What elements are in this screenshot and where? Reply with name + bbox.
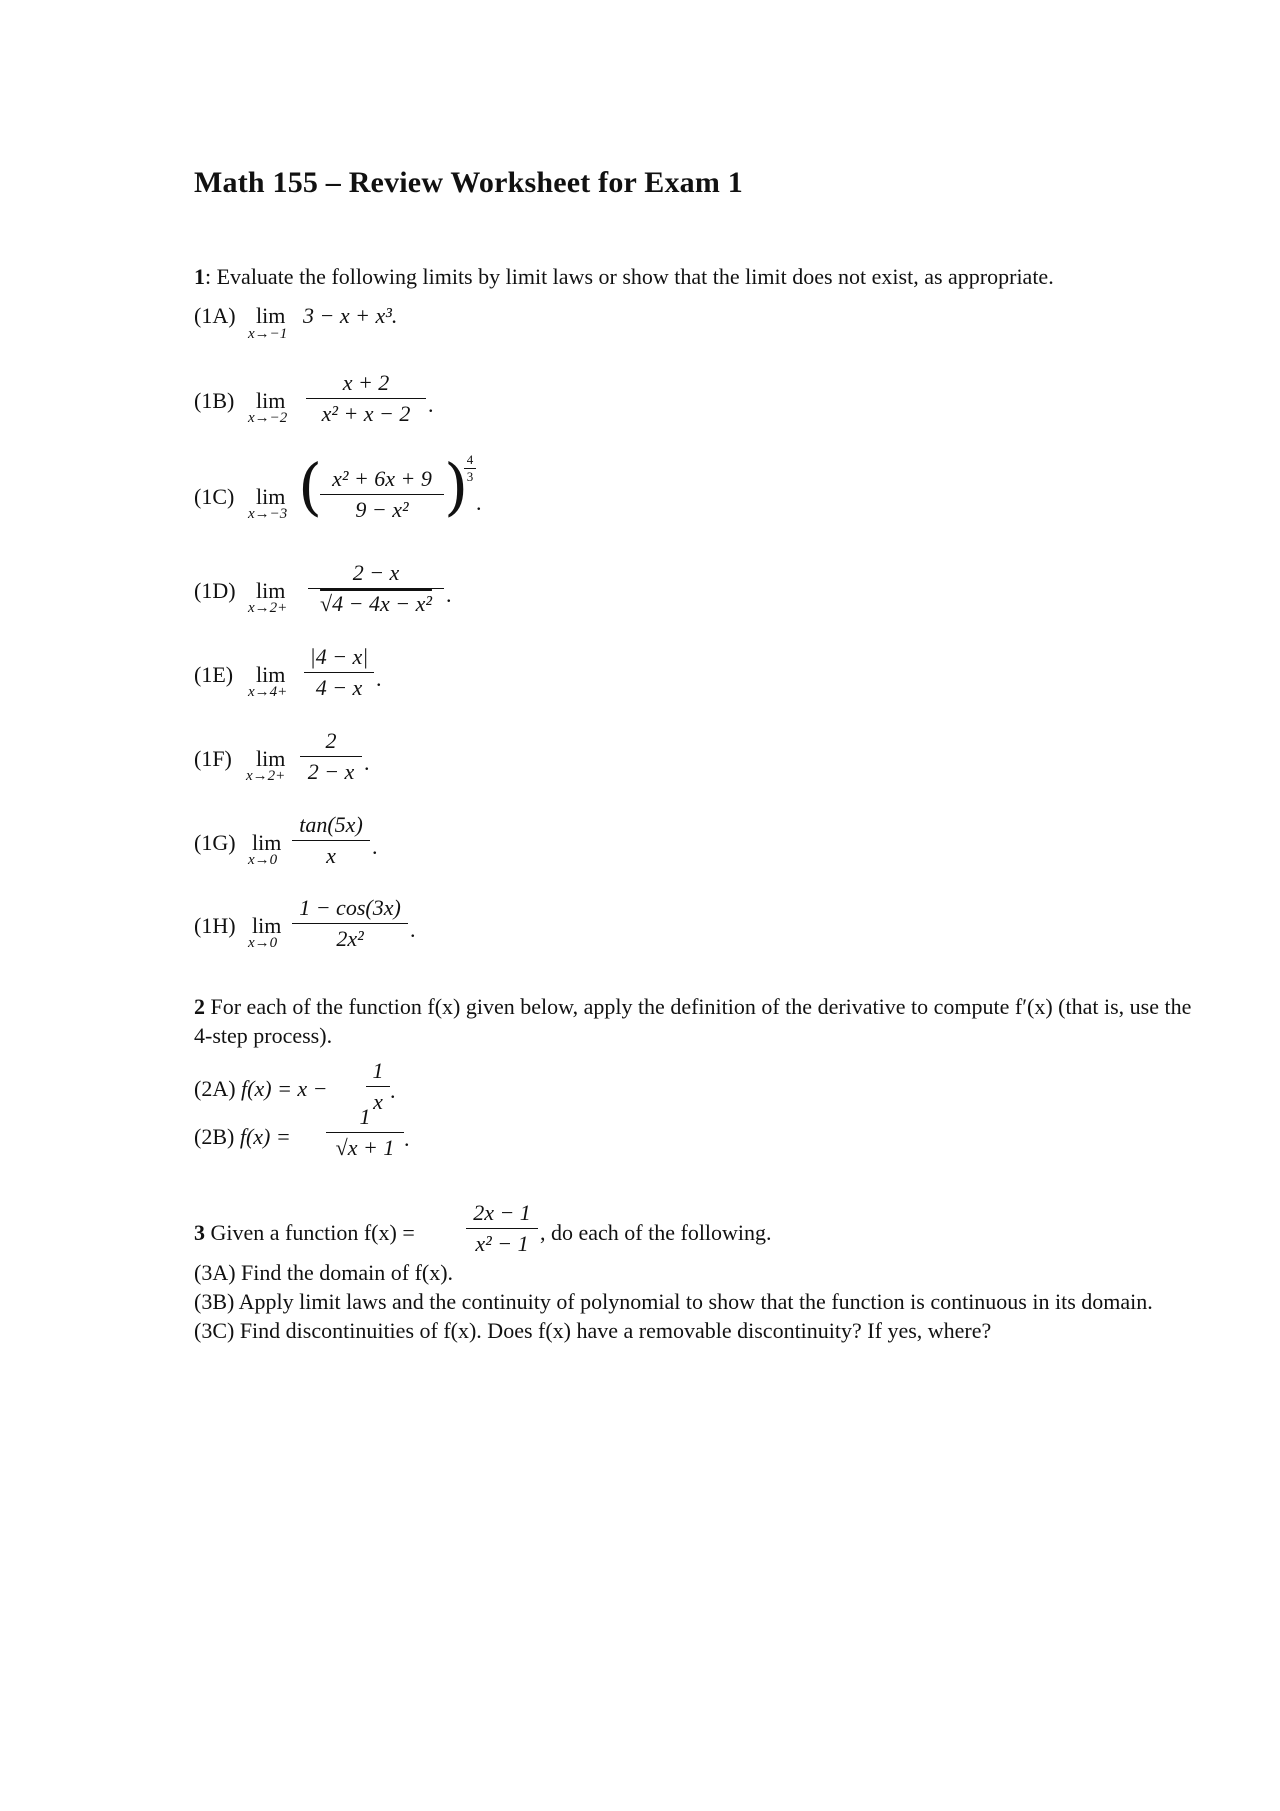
item-2a-numerator: 1	[372, 1058, 384, 1083]
q2-number: 2	[194, 994, 205, 1019]
item-1b-label: (1B)	[194, 388, 235, 413]
item-1c-denominator: 9 − x²	[355, 497, 409, 522]
q3-prompt-post: , do each of the following.	[540, 1220, 772, 1245]
item-3b: (3B) Apply limit laws and the continuity of polynomial to show that the function is continuous in its domain.	[194, 1289, 1153, 1314]
q3-items	[194, 1258, 1204, 1345]
item-1c-numerator: x² + 6x + 9	[332, 466, 432, 491]
right-paren: )	[444, 450, 469, 523]
item-1d-numerator: 2 − x	[352, 560, 400, 585]
item-2b-end: .	[404, 1126, 410, 1151]
q3-prompt-pre: Given a function f(x) =	[205, 1220, 415, 1245]
item-1d-lim: lim	[256, 578, 286, 603]
item-1c-fraction	[320, 466, 444, 523]
item-3a: (3A) Find the domain of f(x).	[194, 1260, 454, 1285]
exponent-numerator: 4	[464, 452, 476, 469]
item-2a-label: (2A)	[194, 1076, 236, 1101]
item-2b-denominator: √x + 1	[335, 1135, 395, 1160]
q2-prompt-text: For each of the function f(x) given below, apply the definition of the derivative to compute f′(x) (that is, use the 4-step process).	[194, 994, 1192, 1048]
item-1e-label: (1E)	[194, 662, 234, 687]
item-1c-end: .	[476, 490, 482, 515]
item-1f-end: .	[364, 750, 370, 775]
item-1b-denominator: x² + x − 2	[321, 401, 411, 426]
page-title: Math 155 – Review Worksheet for Exam 1	[194, 166, 743, 199]
item-1b-fraction	[306, 370, 426, 427]
item-1h-fraction	[292, 895, 408, 952]
q3-denominator: x² − 1	[475, 1231, 529, 1256]
item-1h-denominator: 2x²	[336, 926, 364, 951]
item-2a-lhs: f(x) = x −	[241, 1076, 328, 1101]
item-1b-numerator: x + 2	[342, 370, 390, 395]
item-1e-denominator: 4 − x	[315, 675, 363, 700]
item-1e-end: .	[376, 666, 382, 691]
item-1g-approach: x→0	[248, 852, 278, 868]
item-2a-end: .	[390, 1078, 396, 1103]
item-2a	[194, 1076, 328, 1102]
item-2b	[194, 1124, 291, 1150]
item-2b-numerator: 1	[359, 1104, 371, 1129]
item-3c: (3C) Find discontinuities of f(x). Does f(x) have a removable discontinuity? If yes, where?	[194, 1318, 992, 1343]
item-2a-denominator: x	[373, 1089, 383, 1114]
item-1d-end: .	[446, 582, 452, 607]
item-1c-lim: lim	[256, 484, 286, 509]
q1-prompt	[194, 264, 1054, 290]
item-1f-denominator: 2 − x	[307, 759, 355, 784]
exponent-denominator: 3	[466, 469, 474, 484]
item-1c-exponent	[464, 452, 476, 485]
item-1e-fraction	[304, 644, 374, 701]
item-1c-label: (1C)	[194, 484, 235, 509]
item-1h-end: .	[410, 917, 416, 942]
item-1d-approach: x→2+	[248, 600, 288, 616]
item-1g-label: (1G)	[194, 830, 236, 855]
item-1a-expr: 3 − x + x³.	[303, 303, 398, 328]
item-1d-label: (1D)	[194, 578, 236, 603]
item-1a-label: (1A)	[194, 303, 236, 328]
item-2b-label: (2B)	[194, 1124, 235, 1149]
item-1h-approach: x→0	[248, 935, 278, 951]
item-1a-approach: x→−1	[248, 326, 288, 342]
item-1g-lim: lim	[252, 830, 282, 855]
q1-prompt-text: : Evaluate the following limits by limit laws or show that the limit does not exist, as appropriate.	[205, 264, 1054, 289]
item-2b-lhs: f(x) =	[239, 1124, 291, 1149]
item-2b-fraction	[326, 1104, 404, 1161]
item-1a-lim: lim	[256, 303, 286, 328]
item-1h-lim: lim	[252, 913, 282, 938]
q3-prompt	[194, 1220, 415, 1246]
q3-numerator: 2x − 1	[473, 1200, 531, 1225]
item-1f-numerator: 2	[325, 728, 337, 753]
item-1h-numerator: 1 − cos(3x)	[299, 895, 401, 920]
item-1e-lim: lim	[256, 662, 286, 687]
item-1f-fraction	[300, 728, 362, 785]
item-1f-label: (1F)	[194, 746, 232, 771]
item-1d-denominator: √4 − 4x − x²	[320, 591, 432, 616]
item-1g-end: .	[372, 834, 378, 859]
left-paren: (	[298, 450, 323, 523]
item-1e-numerator: |4 − x|	[309, 644, 369, 669]
item-1b-lim: lim	[256, 388, 286, 413]
item-1f-lim: lim	[256, 746, 286, 771]
item-1e-approach: x→4+	[248, 684, 288, 700]
item-1g-numerator: tan(5x)	[299, 812, 363, 837]
q2-prompt	[194, 992, 1204, 1050]
q3-fraction	[466, 1200, 538, 1257]
item-1f-approach: x→2+	[246, 768, 286, 784]
item-1h-label: (1H)	[194, 913, 236, 938]
q1-number: 1	[194, 264, 205, 289]
item-1g-fraction	[292, 812, 370, 869]
item-1g-denominator: x	[326, 843, 336, 868]
item-1a	[194, 303, 236, 329]
item-1b-end: .	[428, 392, 434, 417]
item-1b-approach: x→−2	[248, 410, 288, 426]
item-1c-approach: x→−3	[248, 506, 288, 522]
item-1d-fraction	[308, 560, 444, 617]
q3-number: 3	[194, 1220, 205, 1245]
